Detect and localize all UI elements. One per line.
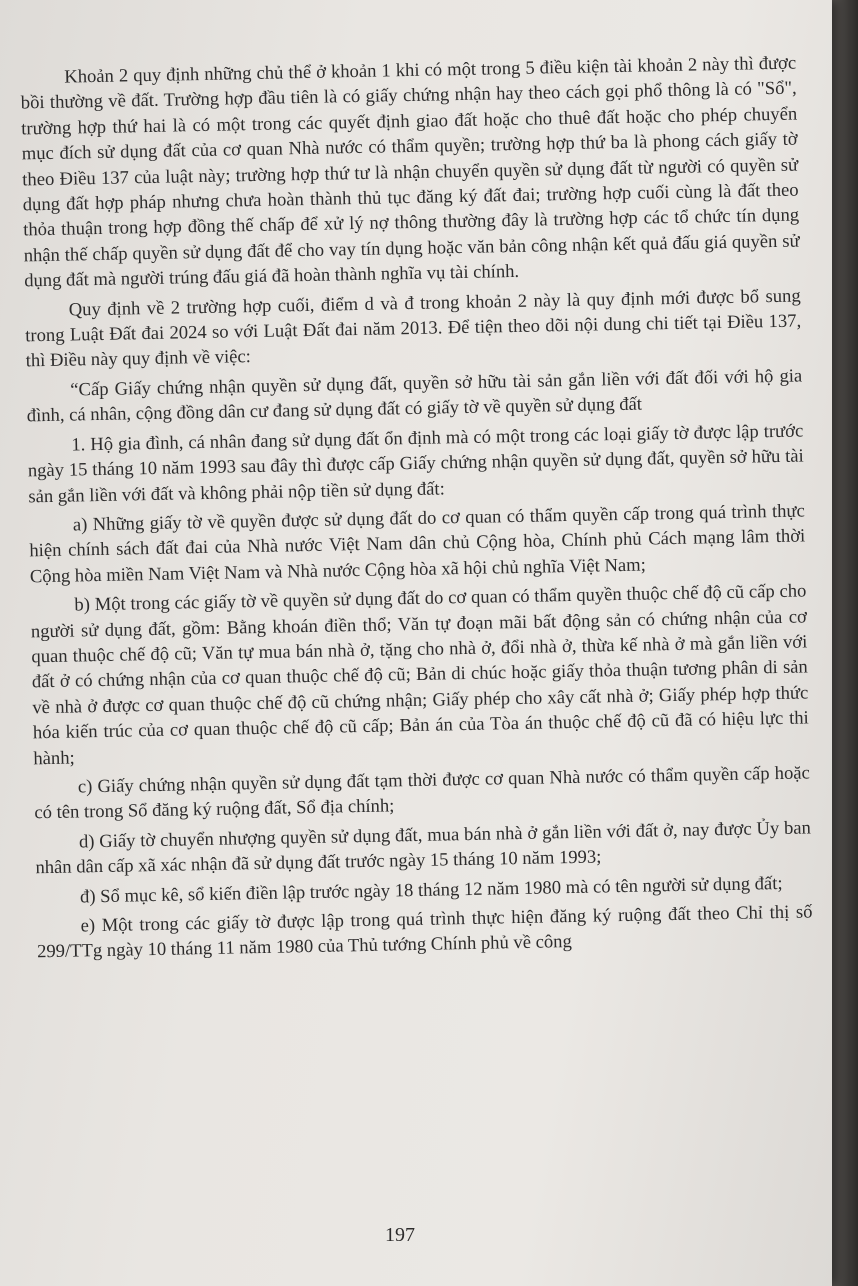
page-number: 197 bbox=[385, 1224, 415, 1246]
paragraph-item-b: b) Một trong các giấy tờ về quyền sử dụng đất do cơ quan có thẩm quyền thuộc chế độ cũ cấp cho người sử dụng đất, gồm: Bằng khoán điền thổ; Văn tự đoạn mãi bất động sản có chứng nhận của cơ quan thuộc chế độ cũ; Văn tự mua bán nhà ở, tặng cho nhà ở, đổi nhà ở, thừa kế nhà ở mà gắn liền với đất ở có chứng nhận của cơ quan thuộc chế độ cũ; Bản di chúc hoặc giấy thỏa thuận tương phân di sản về nhà ở được cơ quan thuộc chế độ cũ chứng nhận; Giấy phép cho xây cất nhà ở; Giấy phép hợp thức hóa kiến trúc của cơ quan thuộc chế độ cũ cấp; Bản án của Tòa án thuộc chế độ cũ đã có hiệu lực thi hành; bbox=[30, 580, 809, 769]
paragraph-item-e: e) Một trong các giấy tờ được lập trong quá trình thực hiện đăng ký ruộng đất theo Chỉ thị số 299/TTg ngày 10 tháng 11 năm 1980 của Thủ tướng Chính phủ về công bbox=[36, 901, 813, 963]
paragraph-item-a: a) Những giấy tờ về quyền được sử dụng đất do cơ quan có thẩm quyền cấp trong quá trình thực hiện chính sách đất đai của Nhà nước Việt Nam dân chủ Cộng hòa, Chính phủ Cách mạng lâm thời Cộng hòa miền Nam Việt Nam và Nhà nước Cộng hòa xã hội chủ nghĩa Việt Nam; bbox=[29, 500, 806, 588]
paragraph-intro: Khoản 2 quy định những chủ thể ở khoản 1 khi có một trong 5 điều kiện tài khoản 2 này thì được bồi thường về đất. Trường hợp đầu tiên là có giấy chứng nhận hay theo cách gọi phổ thông là có "Sổ", trường hợp thứ hai là có một trong các quyết định giao đất hoặc cho thuê đất hoặc cho phép chuyển mục đích sử dụng đất của cơ quan Nhà nước có thẩm quyền; trường hợp thứ ba là phong cách giấy tờ theo Điều 137 của luật này; trường hợp thứ tư là nhận chuyển quyền sử dụng đất từ người có quyền sử dụng đất hợp pháp nhưng chưa hoàn thành thủ tục đăng ký đất đai; trường hợp cuối cùng là đất theo thỏa thuận trong hợp đồng thế chấp để xử lý nợ thông thường đây là trường hợp các tổ chức tín dụng nhận thế chấp quyền sử dụng đất để cho vay tín dụng hoặc văn bản công nhận kết quả đấu giá quyền sử dụng đất mà người trúng đấu giá đã hoàn thành nghĩa vụ tài chính. bbox=[20, 52, 800, 292]
paragraph-item-dd: đ) Sổ mục kê, sổ kiến điền lập trước ngày 18 tháng 12 năm 1980 mà có tên người sử dụng đất; bbox=[79, 872, 783, 908]
paragraph-quote-title: “Cấp Giấy chứng nhận quyền sử dụng đất, quyền sở hữu tài sản gắn liền với đất đối với hộ gia đình, cá nhân, cộng đồng dân cư đang sử dụng đất có giấy tờ về quyền sử dụng đất bbox=[26, 365, 803, 427]
paragraph-item-c: c) Giấy chứng nhận quyền sử dụng đất tạm thời được cơ quan Nhà nước có thẩm quyền cấp hoặc có tên trong Sổ đăng ký ruộng đất, Sổ địa chính; bbox=[34, 762, 810, 824]
page-body bbox=[20, 51, 813, 966]
paragraph-item-d: d) Giấy tờ chuyển nhượng quyền sử dụng đất, mua bán nhà ở gắn liền với đất ở, nay được Ủy ban nhân dân cấp xã xác nhận đã sử dụng đất trước ngày 15 tháng 10 năm 1993; bbox=[35, 817, 812, 879]
paragraph-clause-1: 1. Hộ gia đình, cá nhân đang sử dụng đất ổn định mà có một trong các loại giấy tờ được lập trước ngày 15 tháng 10 năm 1993 sau đây thì được cấp Giấy chứng nhận quyền sử dụng đất, quyền sở hữu tài sản gắn liền với đất và không phải nộp tiền sử dụng đất: bbox=[27, 420, 804, 507]
paragraph-new-rules: Quy định về 2 trường hợp cuối, điểm d và đ trong khoản 2 này là quy định mới được bổ sung trong Luật Đất đai 2024 so với Luật Đất đai năm 2013. Để tiện theo dõi nội dung chi tiết tại Điều 137, thì Điều này quy định về việc: bbox=[25, 285, 802, 372]
